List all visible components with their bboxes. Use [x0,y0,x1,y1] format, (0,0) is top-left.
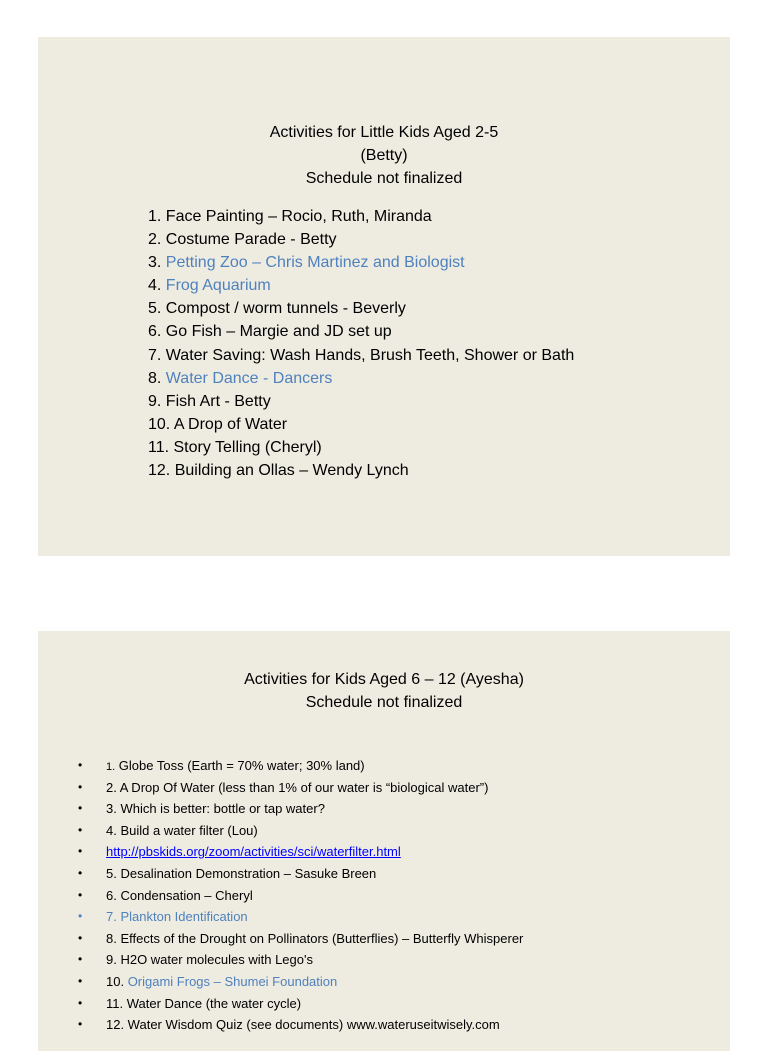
slide-title [38,668,730,714]
title-line: Activities for Kids Aged 6 – 12 (Ayesha) [244,671,524,688]
bullet-icon: • [78,930,83,945]
list-item: • 4. Build a water filter (Lou) [78,820,523,842]
list-item: 7. Water Saving: Wash Hands, Brush Teeth, Shower or Bath [148,346,575,364]
list-item: • 2. A Drop Of Water (less than 1% of our water is “biological water”) [78,777,523,799]
bullet-icon: • [78,973,83,988]
list-item: 10. A Drop of Water [148,415,288,433]
list-item: • 6. Condensation – Cheryl [78,885,523,907]
waterfilter-link[interactable]: http://pbskids.org/zoom/activities/sci/waterfilter.html [106,844,401,860]
list-item: • 9. H2O water molecules with Lego's [78,949,523,971]
list-item: • 11. Water Dance (the water cycle) [78,993,523,1015]
bullet-icon: • [78,995,83,1010]
bullet-icon: • [78,952,83,967]
bullet-icon: • [78,758,83,772]
list-item: 6. Go Fish – Margie and JD set up [148,323,392,341]
subtitle: Schedule not finalized [305,170,463,187]
highlighted-text: Petting Zoo – Chris Martinez and Biologist [161,254,465,272]
list-item: • 10. Origami Frogs – Shumei Foundation [78,971,523,993]
bullet-icon: • [78,822,83,837]
slide-little-kids [38,37,730,556]
highlighted-text: 7. Plankton Identification [106,909,248,925]
subtitle: Schedule not finalized [305,694,463,711]
list-item: 12. Building an Ollas – Wendy Lynch [148,462,409,480]
list-item: 8. Water Dance - Dancers [148,369,333,387]
list-item: • 12. Water Wisdom Quiz (see documents) www.wateruseitwisely.com [78,1014,523,1036]
bullet-icon: • [78,844,83,859]
list-item [78,841,523,863]
list-item: • 3. Which is better: bottle or tap water? [78,798,523,820]
bullet-icon: • [78,865,83,880]
list-item: 2. Costume Parade - Betty [148,231,337,249]
list-item: • 8. Effects of the Drought on Pollinators (Butterflies) – Butterfly Whisperer [78,928,523,950]
list-item: 4. Frog Aquarium [148,277,271,295]
highlighted-text: Origami Frogs – Shumei Foundation [124,973,338,989]
highlighted-text: Water Dance - Dancers [161,369,333,387]
list-item: 11. Story Telling (Cheryl) [148,438,322,456]
activity-list [148,205,574,482]
bullet-icon: • [78,887,83,902]
list-item: 5. Compost / worm tunnels - Beverly [148,300,406,318]
bullet-icon: • [78,1017,83,1032]
bullet-icon: • [78,909,83,924]
list-item: 1. Face Painting – Rocio, Ruth, Miranda [148,208,432,225]
bullet-icon: • [78,779,83,794]
list-item: • 5. Desalination Demonstration – Sasuke Breen [78,863,523,885]
slide-kids-6-12 [38,631,730,1051]
list-item [78,906,523,928]
list-item: 3. Petting Zoo – Chris Martinez and Biologist [148,254,465,272]
title-line: Activities for Little Kids Aged 2-5 [269,124,499,141]
slide-title [38,121,730,190]
activity-list [78,755,523,1036]
list-item: 9. Fish Art - Betty [148,392,271,410]
list-item: • 1. Globe Toss (Earth = 70% water; 30% land) [78,755,523,777]
bullet-icon: • [78,801,83,816]
title-line: (Betty) [360,147,408,164]
highlighted-text: Frog Aquarium [161,277,271,295]
